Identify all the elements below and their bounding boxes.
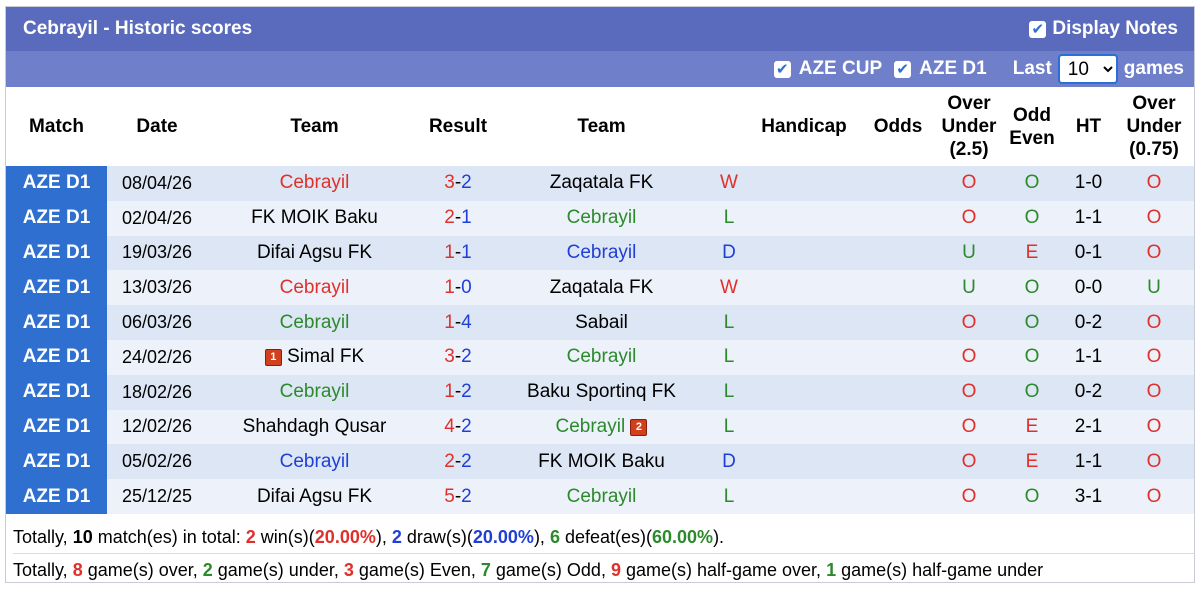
league-badge[interactable]: AZE D1 (6, 444, 107, 479)
odds-cell (859, 444, 937, 479)
handicap-cell (749, 479, 859, 514)
match-result[interactable]: 3-2 (422, 340, 494, 375)
home-team-name[interactable]: Shahdagh Qusar (242, 415, 387, 437)
col-header-odd-even: Odd Even (1001, 87, 1063, 166)
match-outcome: W (709, 270, 749, 305)
league-badge[interactable]: AZE D1 (6, 270, 107, 305)
home-team[interactable] (207, 375, 422, 410)
match-date: 25/12/25 (107, 479, 207, 514)
halftime-score: 1-1 (1063, 444, 1114, 479)
match-result[interactable]: 2-1 (422, 201, 494, 236)
display-notes-toggle[interactable] (1029, 18, 1178, 40)
halftime-score: 0-2 (1063, 305, 1114, 340)
home-score: 1 (444, 241, 455, 263)
home-score: 3 (444, 172, 455, 194)
over-under-cell: O (937, 340, 1001, 375)
match-date: 05/02/26 (107, 444, 207, 479)
col-header-date: Date (107, 87, 207, 166)
home-team[interactable] (207, 410, 422, 445)
table-row (6, 166, 1194, 201)
home-team[interactable] (207, 444, 422, 479)
over-under-075-cell: O (1114, 410, 1194, 445)
halftime-score: 0-2 (1063, 375, 1114, 410)
halftime-score: 1-1 (1063, 340, 1114, 375)
home-team-name[interactable]: Cebrayil (279, 450, 350, 472)
home-team[interactable] (207, 340, 422, 375)
away-score: 2 (461, 172, 472, 194)
home-team[interactable] (207, 479, 422, 514)
odd-even-cell: O (1001, 340, 1063, 375)
away-team-name[interactable]: Cebrayil (555, 415, 626, 437)
match-date: 12/02/26 (107, 410, 207, 445)
handicap-cell (749, 166, 859, 201)
summary (6, 514, 1194, 586)
halftime-score: 1-1 (1063, 201, 1114, 236)
over-under-075-cell: O (1114, 166, 1194, 201)
home-team[interactable] (207, 270, 422, 305)
home-team[interactable] (207, 236, 422, 271)
odd-even-cell: O (1001, 201, 1063, 236)
league-badge[interactable]: AZE D1 (6, 305, 107, 340)
league-badge[interactable]: AZE D1 (6, 410, 107, 445)
handicap-cell (749, 236, 859, 271)
away-team[interactable] (494, 166, 709, 201)
away-score: 2 (461, 485, 472, 507)
away-score: 1 (461, 207, 472, 229)
away-team-name[interactable]: Zaqatala FK (549, 276, 654, 298)
odd-even-cell: E (1001, 410, 1063, 445)
odd-even-cell: O (1001, 166, 1063, 201)
halftime-score: 0-1 (1063, 236, 1114, 271)
home-score: 1 (444, 311, 455, 333)
over-under-cell: O (937, 375, 1001, 410)
match-result[interactable]: 3-2 (422, 166, 494, 201)
match-outcome: D (709, 444, 749, 479)
match-result[interactable]: 4-2 (422, 410, 494, 445)
away-score: 2 (461, 381, 472, 403)
league-badge[interactable]: AZE D1 (6, 375, 107, 410)
match-outcome: D (709, 236, 749, 271)
match-result[interactable]: 1-4 (422, 305, 494, 340)
aze-d1-checkbox[interactable]: ✔ (894, 61, 911, 78)
away-score: 1 (461, 241, 472, 263)
handicap-cell (749, 201, 859, 236)
match-date: 13/03/26 (107, 270, 207, 305)
odds-cell (859, 340, 937, 375)
away-score: 2 (461, 346, 472, 368)
league-badge[interactable]: AZE D1 (6, 166, 107, 201)
display-notes-checkbox[interactable]: ✔ (1029, 21, 1046, 38)
table-row (6, 479, 1194, 514)
col-header-home-team: Team (207, 87, 422, 166)
league-badge[interactable]: AZE D1 (6, 236, 107, 271)
handicap-cell (749, 305, 859, 340)
home-team[interactable] (207, 305, 422, 340)
table-row (6, 201, 1194, 236)
handicap-cell (749, 375, 859, 410)
odds-cell (859, 270, 937, 305)
over-under-075-cell: O (1114, 236, 1194, 271)
aze-d1-label: AZE D1 (919, 58, 987, 79)
away-team[interactable] (494, 444, 709, 479)
odds-cell (859, 375, 937, 410)
aze-cup-label: AZE CUP (798, 58, 883, 79)
last-games-select[interactable] (1058, 54, 1118, 84)
away-team-name[interactable]: Cebrayil (566, 241, 637, 263)
match-date: 18/02/26 (107, 375, 207, 410)
last-label: Last (1012, 58, 1052, 79)
over-under-cell: O (937, 305, 1001, 340)
over-under-cell: O (937, 479, 1001, 514)
away-score: 2 (461, 415, 472, 437)
handicap-cell (749, 444, 859, 479)
match-result[interactable]: 1-1 (422, 236, 494, 271)
odds-cell (859, 479, 937, 514)
match-date: 08/04/26 (107, 166, 207, 201)
match-date: 02/04/26 (107, 201, 207, 236)
away-team[interactable] (494, 305, 709, 340)
col-header-result: Result (422, 87, 494, 166)
home-team-name[interactable]: Simal FK (287, 346, 365, 368)
odd-even-cell: O (1001, 270, 1063, 305)
match-result[interactable]: 2-2 (422, 444, 494, 479)
match-date: 24/02/26 (107, 340, 207, 375)
home-score: 1 (444, 381, 455, 403)
col-header-away-team: Team (494, 87, 709, 166)
match-outcome: L (709, 340, 749, 375)
match-outcome: L (709, 410, 749, 445)
home-score: 3 (444, 346, 455, 368)
home-team-name[interactable]: Cebrayil (279, 172, 350, 194)
odd-even-cell: E (1001, 236, 1063, 271)
match-outcome: W (709, 166, 749, 201)
away-team-name[interactable]: Sabail (575, 311, 628, 333)
table-header-row (6, 87, 1194, 166)
away-team-name[interactable]: Cebrayil (566, 346, 637, 368)
home-team-name[interactable]: Cebrayil (279, 276, 350, 298)
home-score: 2 (444, 207, 455, 229)
home-team-name[interactable]: Difai Agsu FK (256, 241, 373, 263)
away-team-name[interactable]: Zaqatala FK (549, 172, 654, 194)
home-score: 2 (444, 450, 455, 472)
away-team-name[interactable]: Baku Sportinq FK (527, 381, 676, 403)
over-under-cell: O (937, 444, 1001, 479)
col-header-over-under-075: Over Under (0.75) (1114, 87, 1194, 166)
odds-cell (859, 305, 937, 340)
away-score: 0 (461, 276, 472, 298)
table-row (6, 305, 1194, 340)
handicap-cell (749, 270, 859, 305)
match-result[interactable]: 5-2 (422, 479, 494, 514)
league-badge[interactable]: AZE D1 (6, 340, 107, 375)
col-header-match: Match (6, 87, 107, 166)
aze-cup-checkbox[interactable]: ✔ (774, 61, 791, 78)
over-under-cell: O (937, 410, 1001, 445)
table-row (6, 270, 1194, 305)
filter-bar (6, 51, 1194, 87)
away-team[interactable] (494, 375, 709, 410)
filter-aze-cup[interactable] (774, 58, 882, 80)
col-header-outcome (709, 87, 749, 166)
table-row (6, 340, 1194, 375)
odd-even-cell: O (1001, 305, 1063, 340)
col-header-ht: HT (1063, 87, 1114, 166)
home-score: 1 (444, 276, 455, 298)
over-under-cell: U (937, 270, 1001, 305)
results-table (6, 87, 1194, 514)
odd-even-cell: O (1001, 479, 1063, 514)
panel-title: Cebrayil - Historic scores (23, 18, 253, 39)
home-team-name[interactable]: Difai Agsu FK (256, 485, 373, 507)
odds-cell (859, 410, 937, 445)
over-under-075-cell: O (1114, 479, 1194, 514)
match-outcome: L (709, 201, 749, 236)
red-card-icon: 2 (630, 419, 647, 436)
away-team-name[interactable]: Cebrayil (566, 485, 637, 507)
halftime-score: 2-1 (1063, 410, 1114, 445)
match-outcome: L (709, 375, 749, 410)
over-under-075-cell: O (1114, 444, 1194, 479)
red-card-icon: 1 (265, 349, 282, 366)
halftime-score: 3-1 (1063, 479, 1114, 514)
match-outcome: L (709, 479, 749, 514)
odds-cell (859, 236, 937, 271)
away-team[interactable] (494, 236, 709, 271)
summary-results: Totally, 10 match(es) in total: 2 win(s)(20.00%), 2 draw(s)(20.00%), 6 defeat(es)(60.00%). (13, 526, 725, 547)
table-row (6, 444, 1194, 479)
over-under-075-cell: O (1114, 375, 1194, 410)
odds-cell (859, 201, 937, 236)
games-label: games (1123, 58, 1184, 79)
odd-even-cell: O (1001, 375, 1063, 410)
home-team-name[interactable]: FK MOIK Baku (251, 207, 378, 229)
historic-scores-panel (5, 6, 1195, 583)
home-score: 4 (444, 415, 455, 437)
col-header-over-under: Over Under (2.5) (937, 87, 1001, 166)
handicap-cell (749, 340, 859, 375)
away-team[interactable] (494, 201, 709, 236)
match-result[interactable]: 1-0 (422, 270, 494, 305)
home-team-name[interactable]: Cebrayil (279, 311, 350, 333)
match-date: 06/03/26 (107, 305, 207, 340)
home-team[interactable] (207, 166, 422, 201)
league-badge[interactable]: AZE D1 (6, 479, 107, 514)
away-team[interactable] (494, 410, 709, 445)
home-team[interactable] (207, 201, 422, 236)
match-date: 19/03/26 (107, 236, 207, 271)
away-team[interactable] (494, 270, 709, 305)
over-under-075-cell: U (1114, 270, 1194, 305)
league-badge[interactable]: AZE D1 (6, 201, 107, 236)
away-score: 2 (461, 450, 472, 472)
over-under-075-cell: O (1114, 201, 1194, 236)
odd-even-cell: E (1001, 444, 1063, 479)
table-row (6, 236, 1194, 271)
over-under-cell: U (937, 236, 1001, 271)
halftime-score: 1-0 (1063, 166, 1114, 201)
match-outcome: L (709, 305, 749, 340)
home-score: 5 (444, 485, 455, 507)
away-team-name[interactable]: Cebrayil (566, 207, 637, 229)
away-score: 4 (461, 311, 472, 333)
away-team-name[interactable]: FK MOIK Baku (538, 450, 665, 472)
handicap-cell (749, 410, 859, 445)
col-header-odds: Odds (859, 87, 937, 166)
match-result[interactable]: 1-2 (422, 375, 494, 410)
odds-cell (859, 166, 937, 201)
away-team[interactable] (494, 479, 709, 514)
over-under-cell: O (937, 201, 1001, 236)
over-under-075-cell: O (1114, 305, 1194, 340)
filter-aze-d1[interactable] (894, 58, 987, 80)
display-notes-label: Display Notes (1052, 18, 1178, 39)
title-bar (6, 7, 1194, 51)
summary-goals: Totally, 8 game(s) over, 2 game(s) under, 3 game(s) Even, 7 game(s) Odd, 9 game(s) half-game over, 1 game(s) half-game under (13, 553, 1194, 586)
table-row (6, 375, 1194, 410)
table-row (6, 410, 1194, 445)
over-under-cell: O (937, 166, 1001, 201)
over-under-075-cell: O (1114, 340, 1194, 375)
home-team-name[interactable]: Cebrayil (279, 381, 350, 403)
col-header-handicap: Handicap (749, 87, 859, 166)
last-games-control (1013, 54, 1184, 84)
away-team[interactable] (494, 340, 709, 375)
halftime-score: 0-0 (1063, 270, 1114, 305)
